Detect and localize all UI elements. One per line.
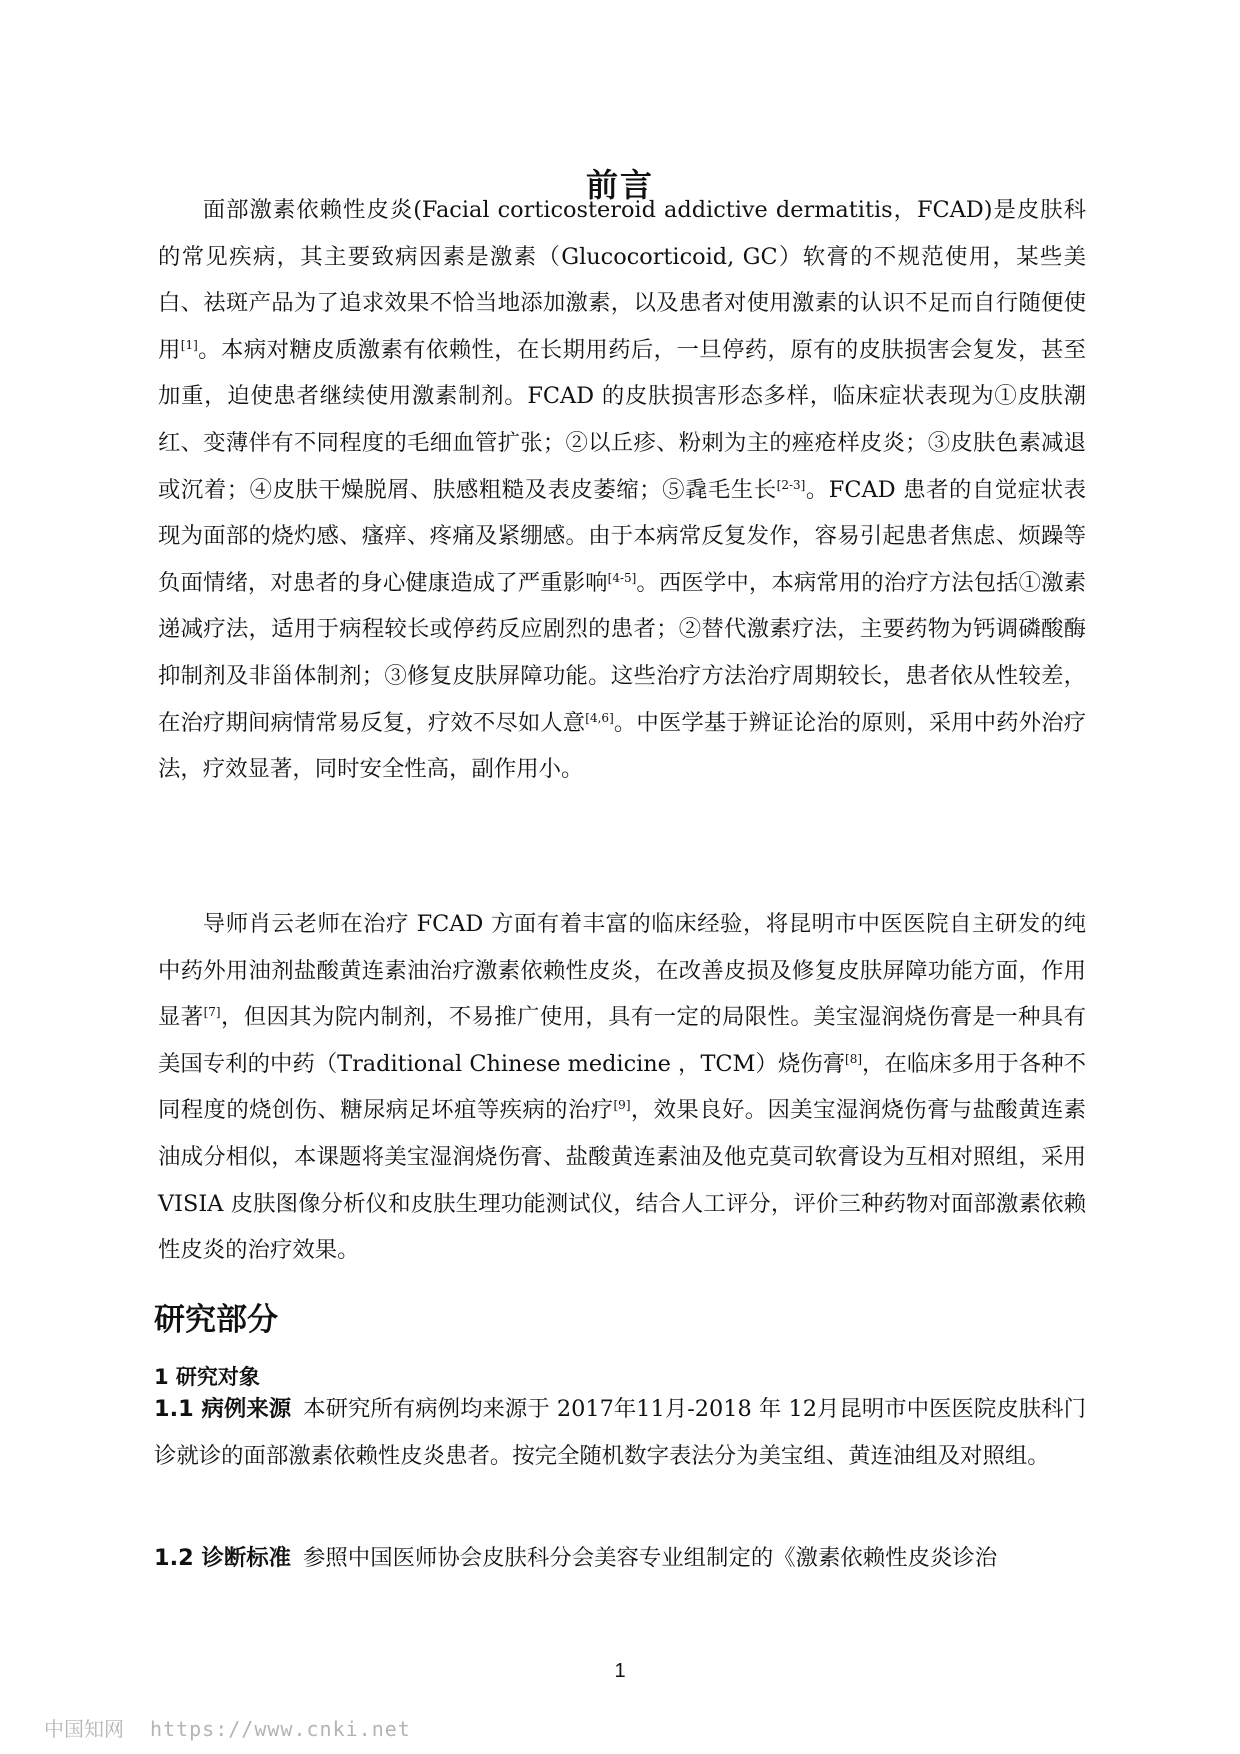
watermark [44, 1713, 411, 1742]
citation-ref: [4-5] [607, 570, 637, 585]
intro-p2-text-4: ，效果良好。因美宝湿润烧伤膏与盐酸黄连素油成分相似，本课题将美宝湿润烧伤膏、盐酸黄连素油及他克莫司软膏设为互相对照组，采用 VISIA 皮肤图像分析仪和皮肤生理功能测试仪，结合人工评分，评价三种药物对面部激素依赖性皮炎的治疗效果。 [158, 1097, 1086, 1264]
intro-p1-text-5: 。中医学基于辨证论治的原则，采用中药外治疗法，疗效显著，同时安全性高，副作用小。 [158, 709, 1087, 783]
subsection-1-2-text: 参照中国医师协会皮肤科分会美容专业组制定的《激素依赖性皮炎诊治 [303, 1545, 998, 1571]
subsection-1-2 [154, 1535, 1086, 1582]
intro-p1-text-3: 。FCAD 患者的自觉症状表现为面部的烧灼感、瘙痒、疼痛及紧绷感。由于本病常反复发作，容易引起患者焦虑、烦躁等负面情绪，对患者的身心健康造成了严重影响 [158, 476, 1086, 596]
citation-ref: [1] [180, 337, 198, 352]
intro-p2-text-1: 导师肖云老师在治疗 FCAD 方面有着丰富的临床经验，将昆明市中医医院自主研发的纯中药外用油剂盐酸黄连素油治疗激素依赖性皮炎，在改善皮损及修复皮肤屏障功能方面，作用显著 [158, 911, 1086, 1031]
subsection-1-1-label: 1.1 病例来源 [154, 1396, 292, 1422]
intro-p1-text-1: 面部激素依赖性皮炎(Facial corticosteroid addictive dermatitis，FCAD)是皮肤科的常见疾病，其主要致病因素是激素（Glucocorticoid, GC）软膏的不规范使用，某些美白、祛斑产品为了追求效果不恰当地添加激素，以及患者对使用激素的认识不足而自行随便使用 [158, 197, 1086, 363]
intro-p1-text-2: 。本病对糖皮质激素有依赖性，在长期用药后，一旦停药，原有的皮肤损害会复发，甚至加重，迫使患者继续使用激素制剂。FCAD 的皮肤损害形态多样，临床症状表现为①皮肤潮红、变薄伴有不同程度的毛细血管扩张；②以丘疹、粉刺为主的痤疮样皮炎；③皮肤色素减退或沉着；④皮肤干燥脱屑、肤感粗糙及表皮萎缩；⑤毳毛生长 [158, 336, 1087, 503]
subsection-1-1 [154, 1386, 1086, 1479]
citation-ref: [8] [845, 1051, 863, 1066]
watermark-url: https://www.cnki.net [150, 1717, 411, 1741]
intro-p1-text-4: 。西医学中，本病常用的治疗方法包括①激素递减疗法，适用于病程较长或停药反应剧烈的患者；②替代激素疗法，主要药物为钙调磷酸酶抑制剂及非甾体制剂；③修复皮肤屏障功能。这些治疗方法治疗周期较长，患者依从性较差，在治疗期间病情常易反复，疗效不尽如人意 [158, 569, 1086, 736]
page-title: 前言 [585, 166, 654, 204]
subsection-1-2-label: 1.2 诊断标准 [154, 1545, 292, 1571]
intro-p2-text-3: ，在临床多用于各种不同程度的烧创伤、糖尿病足坏疽等疾病的治疗 [158, 1050, 1087, 1124]
citation-ref: [4,6] [585, 710, 614, 725]
section-1-heading: 1 研究对象 [154, 1365, 260, 1389]
subsection-1-1-text: 本研究所有病例均来源于 2017年11月-2018 年 12月昆明市中医医院皮肤科门诊就诊的面部激素依赖性皮炎患者。按完全随机数字表法分为美宝组、黄连油组及对照组。 [154, 1396, 1086, 1469]
citation-ref: [7] [203, 1005, 221, 1020]
intro-paragraph-2 [158, 901, 1086, 1274]
intro-paragraph-1 [158, 187, 1086, 793]
citation-ref: [9] [613, 1098, 631, 1113]
page-number: 1 [614, 1660, 626, 1682]
research-heading: 研究部分 [154, 1302, 278, 1338]
intro-p2-text-2: ，但因其为院内制剂，不易推广使用，具有一定的局限性。美宝湿润烧伤膏是一种具有美国专利的中药（Traditional Chinese medicine ，TCM）烧伤膏 [158, 1004, 1087, 1077]
watermark-brand: 中国知网 [44, 1717, 124, 1741]
citation-ref: [2-3] [776, 477, 806, 492]
